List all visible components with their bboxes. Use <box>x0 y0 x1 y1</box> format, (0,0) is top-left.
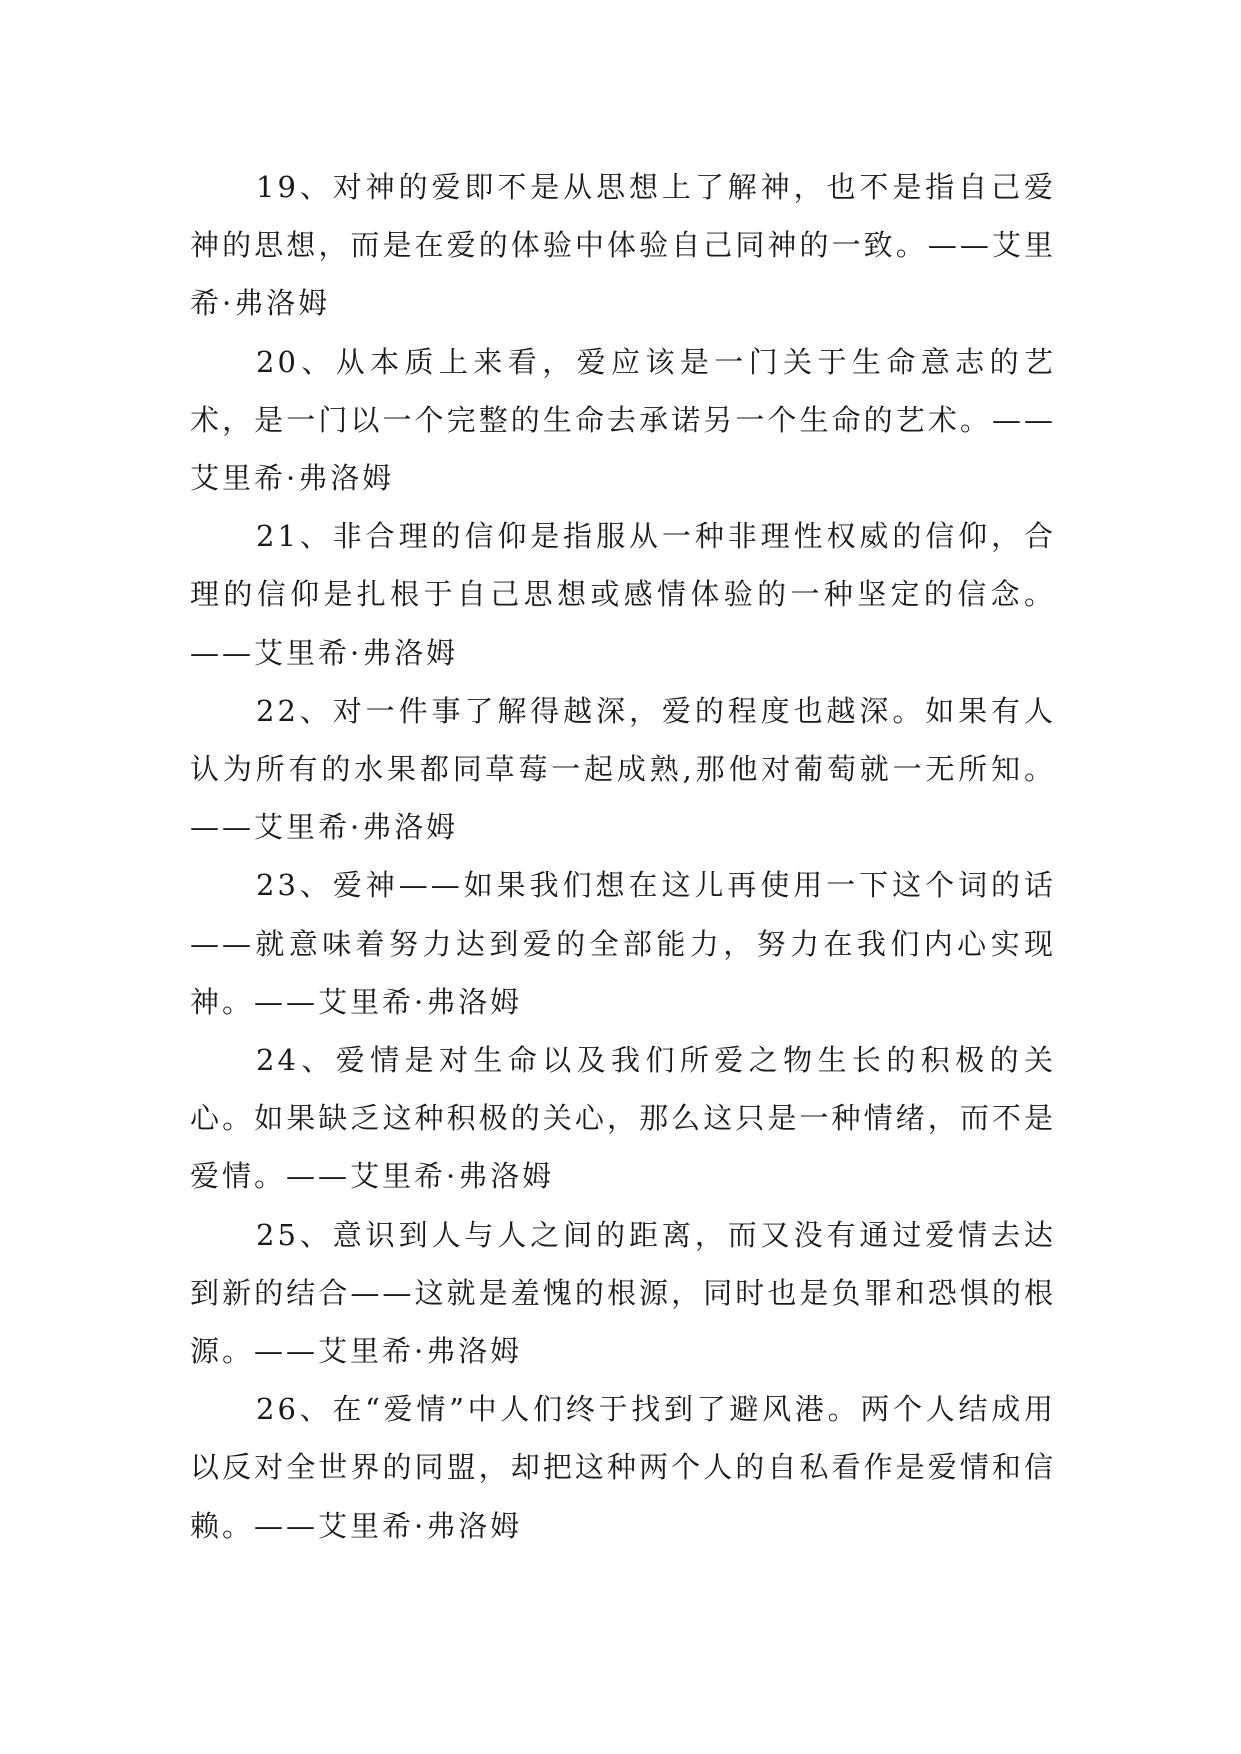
quote-paragraph: 20、从本质上来看，爱应该是一门关于生命意志的艺术，是一门以一个完整的生命去承诺另一个生命的艺术。——艾里希·弗洛姆 <box>190 344 1056 496</box>
quote-paragraph: 19、对神的爱即不是从思想上了解神，也不是指自己爱神的思想，而是在爱的体验中体验自己同神的一致。——艾里希·弗洛姆 <box>190 170 1056 321</box>
quote-paragraph: 22、对一件事了解得越深，爱的程度也越深。如果有人认为所有的水果都同草莓一起成熟,那他对葡萄就一无所知。——艾里希·弗洛姆 <box>190 693 1056 845</box>
quote-paragraph: 25、意识到人与人之间的距离，而又没有通过爱情去达到新的结合——这就是羞愧的根源，同时也是负罪和恐惧的根源。——艾里希·弗洛姆 <box>190 1217 1056 1369</box>
quote-paragraph: 21、非合理的信仰是指服从一种非理性权威的信仰，合理的信仰是扎根于自己思想或感情体验的一种坚定的信念。——艾里希·弗洛姆 <box>190 519 1056 670</box>
quote-list <box>190 158 1056 1555</box>
quote-paragraph: 23、爱神——如果我们想在这儿再使用一下这个词的话——就意味着努力达到爱的全部能力，努力在我们内心实现神。——艾里希·弗洛姆 <box>190 868 1056 1019</box>
quote-paragraph: 26、在“爱情”中人们终于找到了避风港。两个人结成用以反对全世界的同盟，却把这种两个人的自私看作是爱情和信赖。——艾里希·弗洛姆 <box>190 1392 1056 1543</box>
quote-paragraph: 24、爱情是对生命以及我们所爱之物生长的积极的关心。如果缺乏这种积极的关心，那么这只是一种情绪，而不是爱情。——艾里希·弗洛姆 <box>190 1043 1056 1194</box>
